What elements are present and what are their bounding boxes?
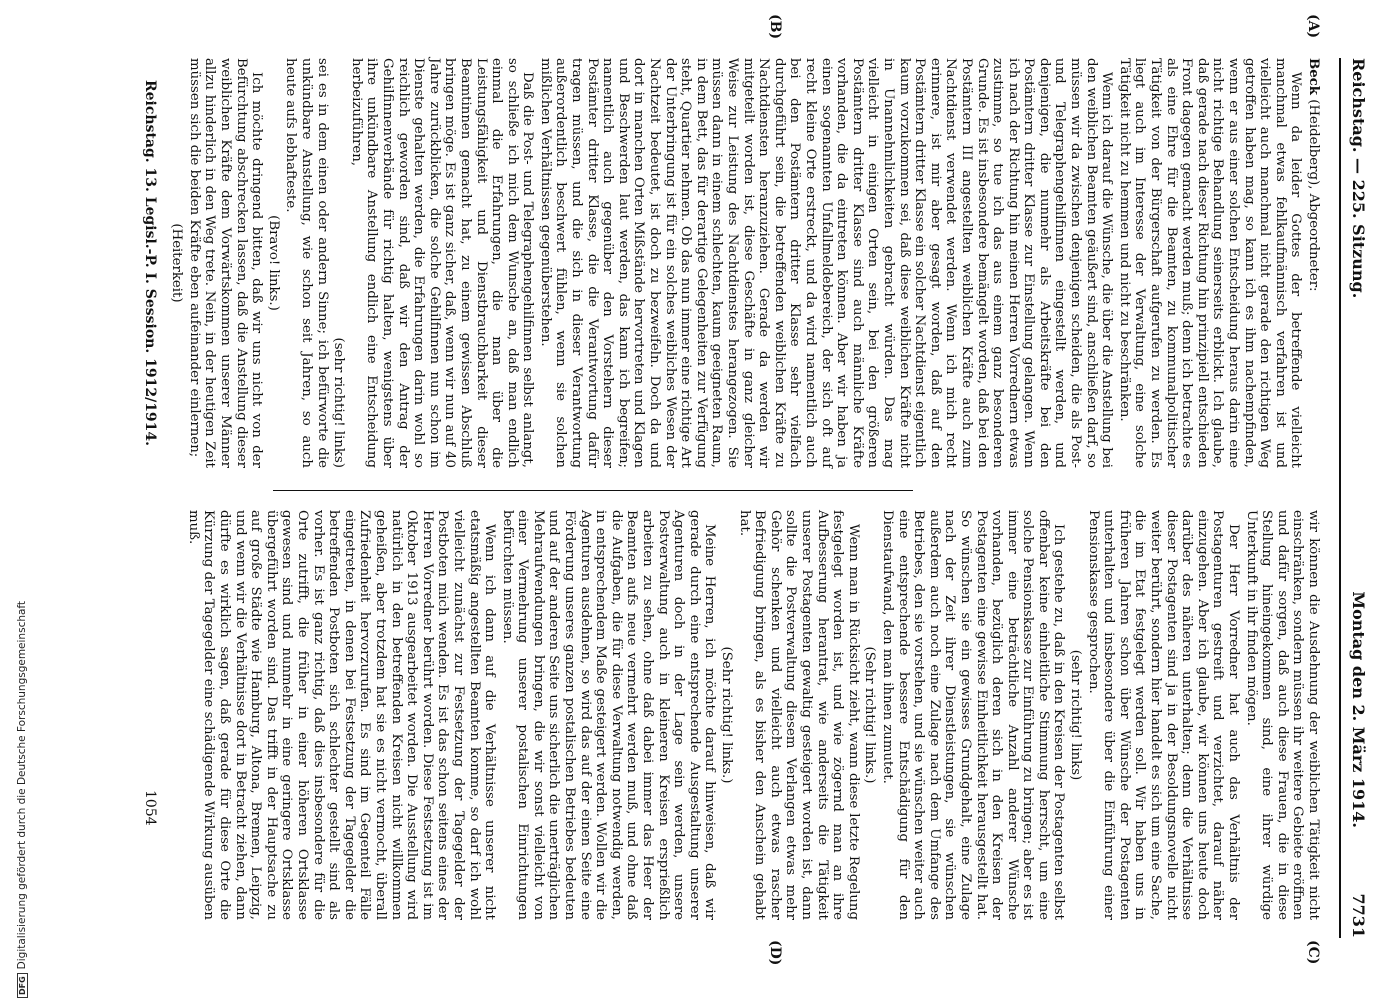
speaker-line xyxy=(1305,58,1321,468)
interjection: (Sehr richtig! links.) xyxy=(719,646,735,784)
paragraph: Ich gestehe zu, daß in den Kreisen der Postagenten selbst offenbar keine einheitliche Stimmung herrscht, um eine solche Pensionskasse zur Einführung zu bringen; aber es ist immer eine beträchtliche Anzahl anderer Wünsche vorhanden, bezüglich deren sich in den Kreisen der Postagenten eine gewisse Einheitlichkeit herausgestellt hat. So wünschen sie ein gewisses Grundgehalt, eine Zulage nach der Zeit ihrer Dienstleistungen, sie wünschen außerdem auch noch eine Zulage nach dem Umfange des Betriebes, den sie vorstehen, und sie wünschen weiter auch eine entsprechende bessere Entschädigung für den Dienstaufwand, den man ihnen zumutet. xyxy=(879,510,1067,920)
margin-mark-c: (C) xyxy=(1305,940,1321,965)
paragraph: wir können die Ausdehnung der weiblichen Tätigkeit nicht einschränken, sondern müssen ihr weitere Gebiete eröffnen und dafür sorgen, daß auch diese Frauen, die in diese Stellung hineingekommen sind, eine ihrer würdige Unterkunft in ihr finden mögen. xyxy=(1243,510,1321,920)
attribution-strip xyxy=(0,0,28,1000)
interjection: (sehr richtig! links) xyxy=(331,337,347,468)
header-date: Montag den 2. März 1914. xyxy=(1349,591,1368,828)
column-divider xyxy=(273,490,913,491)
margin-mark-a: (A) xyxy=(1305,14,1321,39)
header-page-number: 7731 xyxy=(1349,893,1368,938)
interjection: (sehr richtig! links) xyxy=(1068,649,1084,781)
footer-page-number: 1054 xyxy=(142,790,158,826)
interjection: (Bravo! links.) xyxy=(265,215,281,311)
attribution-text: Digitalisierung gefördert durch die Deutsche Forschungsgemeinschaft xyxy=(16,600,28,970)
dfg-logo-icon: DFG xyxy=(17,973,28,998)
paragraph: Wenn man in Rücksicht zieht, wann diese letzte Regelung festgelegt worden ist, und wie zögernd man an ihre Aufbesserung herantrat, wie anderseits die Tätigkeit unserer Postagenten gewaltig gesteigert worden ist, dann sollte die Postverwaltung diesem Verlangen etwas mehr Gehör schenken und vielleicht auch etwas rascher Befriedigung bringen, als es bisher den Anschein gehabt hat. xyxy=(736,510,861,920)
header-session: Reichstag. — 225. Sitzung. xyxy=(1349,58,1368,299)
margin-mark-d: (D) xyxy=(767,940,783,966)
page-header xyxy=(1339,58,1375,938)
interjection: (Sehr richtig! links.) xyxy=(862,646,878,784)
paragraph: Wenn ich darauf die Wünsche, die über die Anstellung bei den weiblichen Beamten geäußert sind, anschließen darf, so müssen wir da zwischen denjenigen scheiden, die als Post- und Telegraphengehilfinnen eingestellt werden, und denjenigen, die nunmehr als Arbeitskräfte bei den Postämtern dritter Klasse zur Einstellung gelangen. Wenn ich nach der Richtung hin meinen Herren Vorrednern etwas zustimme, so tue ich das aus einem ganz besonderen Grunde. Es ist insbesondere bemängelt worden, daß bei den Postämtern III angestellten weiblichen Kräfte auch zum Nachtdienst verwendet werden. Wenn ich mich recht erinnere, ist mir aber gesagt worden, daß auf den Postämtern dritter Klasse ein solcher Nachtdienst eigentlich kaum vorzukommen sei, daß diese weiblichen Kräfte nicht in Unannehmlichkeiten gebracht würden. Das mag vielleicht in einigen Orten sein, bei den größeren Postämtern dritter Klasse sind auch männliche Kräfte vorhanden, die da eintreten können. Aber wir haben ja einen sogenannten Unfallmeldebereich, der sich oft auf recht kleine Orte erstreckt, und da wird namentlich auch bei den Postämtern dritter Klasse sehr vielfach durchgeführt sein, die betreffenden weiblichen Kräfte zu Nachtdiensten heranzuziehen. Gerade da werden wir mitgeteilt worden ist, diese Geschäfte in ganz gleicher Weise zur Leistung des Nachtdienstes herangezogen. Sie müssen dann in einem schlechten, kaum geeigneten Raum, in dem Bett, das für derartige Gelegenheiten zur Verfügung steht, Quartier nehmen. Ob das nun immer eine richtige Art der Unterbringung ist für ein solches weibliches Wesen der Nachtzeit bedeutet, ist doch zu bezweifeln. Doch da und dort in manchen Orten Mißstände hervortreten und Klagen und Beschwerden laut werden, das kann ich begreifen; namentlich auch gegenüber den Vorstehern dieser Postämter dritter Klasse, die die Verantwortung dafür tragen müssen, und die sich in dieser Verantwortung außerordentlich beschwert fühlen, wenn sie solchen mißlichen Verhältnissen gegenüberstehen. xyxy=(537,58,1115,468)
text-column-right xyxy=(185,510,1321,920)
paragraph: Ich möchte dringend bitten, daß wir uns nicht von der Befürchtung abschrecken lassen, daß die Anstellung dieser weiblichen Kräfte dem Vorwärtskommen unserer Männer allzu hinderlich in den Weg trete. Nein, in der heutigen Zeit müssen sich die beiden Kräfte eben aufeinander einlernen; xyxy=(186,58,265,468)
speaker-note: (Heidelberg), Abgeordneter: xyxy=(1306,99,1321,292)
speaker-name: Beck xyxy=(1306,58,1321,96)
margin-mark-b: (B) xyxy=(767,14,783,40)
footer-legislature: Reichstag. 13. Legisl.-P. I. Session. 1912/1914. xyxy=(142,80,158,447)
paragraph: Wenn ich dann auf die Verhältnisse unserer nicht etatsmäßig angestellten Beamten komme, so darf ich wohl vielleicht zunächst zur Festsetzung der Tagegelder der Postboten mich wenden. Es ist das schon seitens eines der Herren Vorredner berührt worden. Diese Festsetzung ist im Oktober 1913 ausgearbeitet worden. Die Ausstellung wird natürlich in den betreffenden Kreisen nicht willkommen geheißen, aber trotzdem hat sie es nicht vermocht, überall Zufriedenheit hervorzurufen. Es sind im Gegenteil Fälle eingetreten, in denen bei Festsetzung der Tagegelder die betreffenden Postboten sich schlechter gestellt sind als vorher. Es ist ganz richtig, daß dies insbesondere für die Orte zutrifft, die früher in einer höheren Ortsklasse gewesen sind und nunmehr in eine geringere Ortsklasse übergeführt worden sind. Das trifft in der Hauptsache zu auf große Städte wie Hamburg, Altona, Bremen, Leipzig, und wenn wir die Verhältnisse dort in Betracht ziehen, dann dürfte es wirklich sagen, daß gerade für diese Orte die Kürzung der Tagegelder eine schädigende Wirkung ausüben muß. xyxy=(185,510,498,920)
paragraph: sei es in dem einen oder andern Sinne; ich befürworte die unkündbare Anstellung, wie schon seit Jahren, so auch heute aufs lebhafteste. xyxy=(283,58,330,468)
text-column-left xyxy=(169,58,1321,468)
paragraph: Meine Herren, ich möchte darauf hinweisen, daß wir gerade durch eine entsprechende Ausgestaltung unserer Agenturen doch in der Lage sein werden, unsere Postverwaltung auch in kleineren Kreisen ersprießlich arbeiten zu sehen, ohne daß dabei immer das Heer der Beamten aufs neue vermehrt werden muß, und ohne daß die Aufgaben, die für diese Verwaltung notwendig werden, in entsprechendem Maße gesteigert werden. Wollen wir die Agenturen ausdehnen, so wird das auf der einen Seite eine Förderung unseres ganzen postalischen Betriebes bedeuten und auf der anderen Seite uns sicherlich die unerträglichen Mehraufwendungen bringen, die wir sonst vielleicht von einer Vermehrung unserer postalischen Einrichtungen befürchten müssen. xyxy=(499,510,718,920)
paragraph: Daß die Post- und Telegraphengehilfinnen selbst anlangt, so schließe ich mich dem Wunsche an, daß man endlich einmal die Erfahrungen, die man über die Leistungsfähigkeit und Dienstbrauchbarkeit dieser Beamtinnen gemacht hat, zu einem gewissen Abschluß bringen möge. Es ist ganz sicher, daß, wenn wir nun auf 40 Jahre zurückblicken, die solche Gehilfinnen nun schon im Dienste gehalten werden, die Erfahrungen darin wohl so reichlich geworden sind, daß wir den Antrag der Gehilfinnenverbände für richtig halten, wenigstens über ihre unkündbare Anstellung endlich eine Entscheidung herbeizuführen, xyxy=(348,58,536,468)
paragraph: Wenn da leider Gottes der betreffende vielleicht manchmal etwas fehlkaufmännisch verfahren ist und vielleicht auch manchmal nicht gerade den richtigen Weg getroffen haben mag, so kann ich es ihm nachempfinden, wenn er aus einer solchen Entscheidung heraus darin eine nicht richtige Behandlung seinerseits erblickt. Ich glaube, daß gerade nach dieser Richtung hin prinzipiell entschieden Front dagegen gemacht werden muß; denn ich betrachte es als eine Ehre für die Beamten, zu kommunalpolitischer Tätigkeit von der Bürgerschaft aufgerufen zu werden. Es liegt auch im Interesse der Verwaltung, eine solche Tätigkeit nicht zu hemmen und nicht zu beschränken. xyxy=(1116,58,1304,468)
paragraph: Der Herr Vorredner hat auch das Verhältnis der Postagenturen gestreift und verzichtet, darauf näher einzugehen. Aber ich glaube, wir können uns heute doch darüber des näheren unterhalten; denn die Verhältnisse dieser Postagenten sind ja in der Besoldungsnovelle nicht weiter berührt, sondern hier handelt es sich um eine Sache, die im Etat festgelegt werden soll. Wir haben uns in früheren Jahren schon über Wünsche der Postagenten unterhalten und insbesondere über die Einführung einer Pensionskasse gesprochen. xyxy=(1085,510,1242,920)
rotated-page xyxy=(73,0,1383,1000)
interjection: (Heiterkeit) xyxy=(169,223,185,303)
